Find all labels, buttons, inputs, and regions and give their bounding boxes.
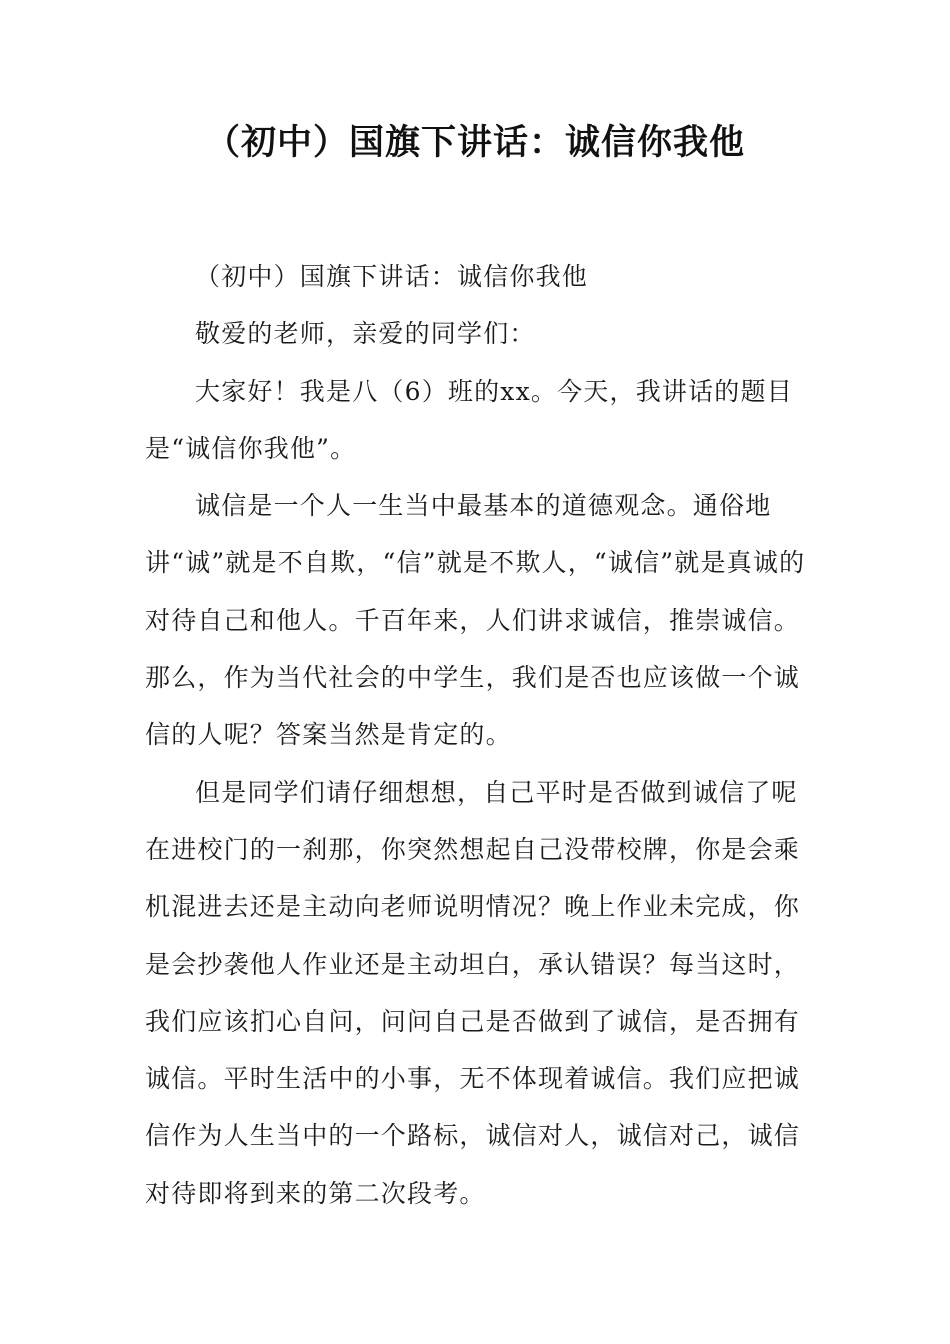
document-body [145, 248, 810, 1222]
paragraph-intro: 大家好！我是八（6）班的xx。今天，我讲话的题目是“诚信你我他”。 [145, 376, 793, 463]
paragraph-greeting: 敬爱的老师，亲爱的同学们： [195, 319, 536, 349]
paragraph-subtitle: （初中）国旗下讲话：诚信你我他 [195, 262, 589, 291]
paragraph-reflection: 但是同学们请仔细想想，自己平时是否做到诚信了呢在进校门的一刹那，你突然想起自己没带校牌，你是会乘机混进去还是主动向老师说明情况？晚上作业未完成，你是会抄袭他人作业还是主动坦白，承认错误？每当这时，我们应该扪心自问，问问自己是否做到了诚信，是否拥有诚信。平时生活中的小事，无不体现着诚信。我们应把诚信作为人生当中的一个路标，诚信对人，诚信对己，诚信对待即将到来的第二次段考。 [145, 777, 801, 1208]
paragraph-definition: 诚信是一个人一生当中最基本的道德观念。通俗地讲“诚”就是不自欺，“信”就是不欺人，“诚信”就是真诚的对待自己和他人。千百年来，人们讲求诚信，推崇诚信。那么，作为当代社会的中学生，我们是否也应该做一个诚信的人呢？答案当然是肯定的。 [145, 491, 806, 750]
document-title: （初中）国旗下讲话：诚信你我他 [204, 123, 745, 163]
